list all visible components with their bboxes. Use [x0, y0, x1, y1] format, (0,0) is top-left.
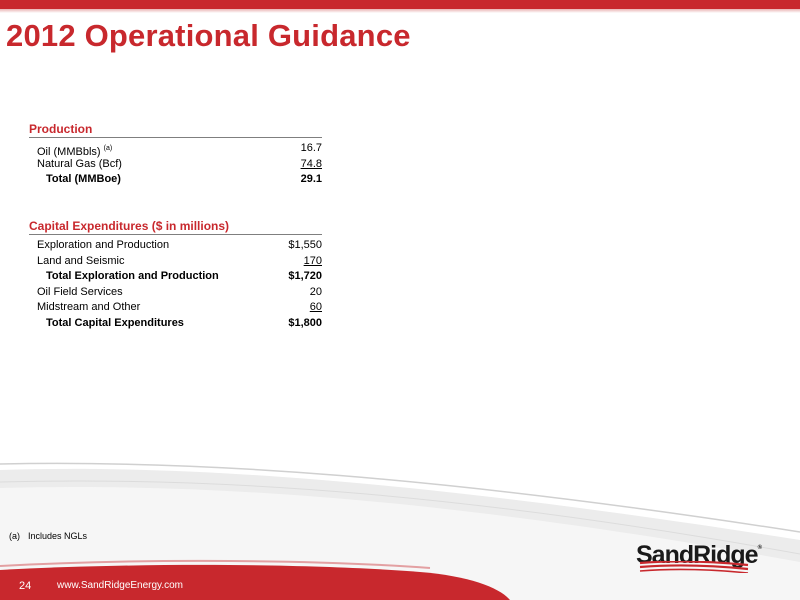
row-value: 20: [309, 285, 322, 298]
table-row: [29, 254, 322, 270]
row-label: Land and Seismic: [37, 254, 125, 267]
row-value: 29.1: [300, 173, 322, 185]
row-label: Total (MMBoe): [46, 173, 121, 185]
row-value: $1,720: [288, 270, 322, 282]
footnote: [9, 531, 87, 541]
table-row: [29, 157, 322, 173]
row-value: 74.8: [300, 157, 322, 170]
footnote-mark: (a): [9, 531, 20, 541]
logo-stripes-graphic: [638, 561, 750, 573]
footnote-ref: (a): [103, 145, 113, 152]
capex-table: [29, 218, 322, 331]
page-number: 24: [19, 580, 32, 592]
footnote-text: Includes NGLs: [28, 531, 88, 541]
row-value: 16.7: [300, 142, 322, 154]
top-accent-bar: [0, 0, 800, 9]
row-label: Total Exploration and Production: [46, 270, 219, 282]
table-row: [29, 238, 322, 254]
row-value: 170: [303, 254, 322, 267]
table-row-total: [29, 172, 322, 188]
table-row: [29, 141, 322, 157]
top-accent-shade: [0, 9, 800, 13]
table-row: [29, 300, 322, 316]
logo-wordmark: SandRidge®: [636, 541, 762, 569]
website-link[interactable]: www.SandRidgeEnergy.com: [57, 580, 183, 591]
row-value: $1,550: [288, 239, 322, 251]
production-table: [29, 121, 322, 188]
page-title: 2012 Operational Guidance: [6, 18, 411, 53]
row-value: $1,800: [288, 316, 322, 329]
row-label: Oil Field Services: [37, 285, 123, 298]
row-label: Exploration and Production: [37, 239, 170, 251]
row-value: 60: [309, 301, 322, 313]
row-label: Oil (MMBbls) $^{(a)}$: [37, 145, 113, 158]
row-label: Midstream and Other: [37, 301, 141, 313]
table-row: [29, 285, 322, 301]
capex-header: Capital Expenditures ($ in millions): [29, 218, 322, 235]
sandridge-logo: [636, 534, 762, 574]
table-row-total: [29, 316, 322, 332]
row-label: Natural Gas (Bcf): [37, 157, 122, 170]
production-header: Production: [29, 121, 322, 138]
row-label: Total Capital Expenditures: [46, 316, 184, 329]
table-row-total: [29, 269, 322, 285]
